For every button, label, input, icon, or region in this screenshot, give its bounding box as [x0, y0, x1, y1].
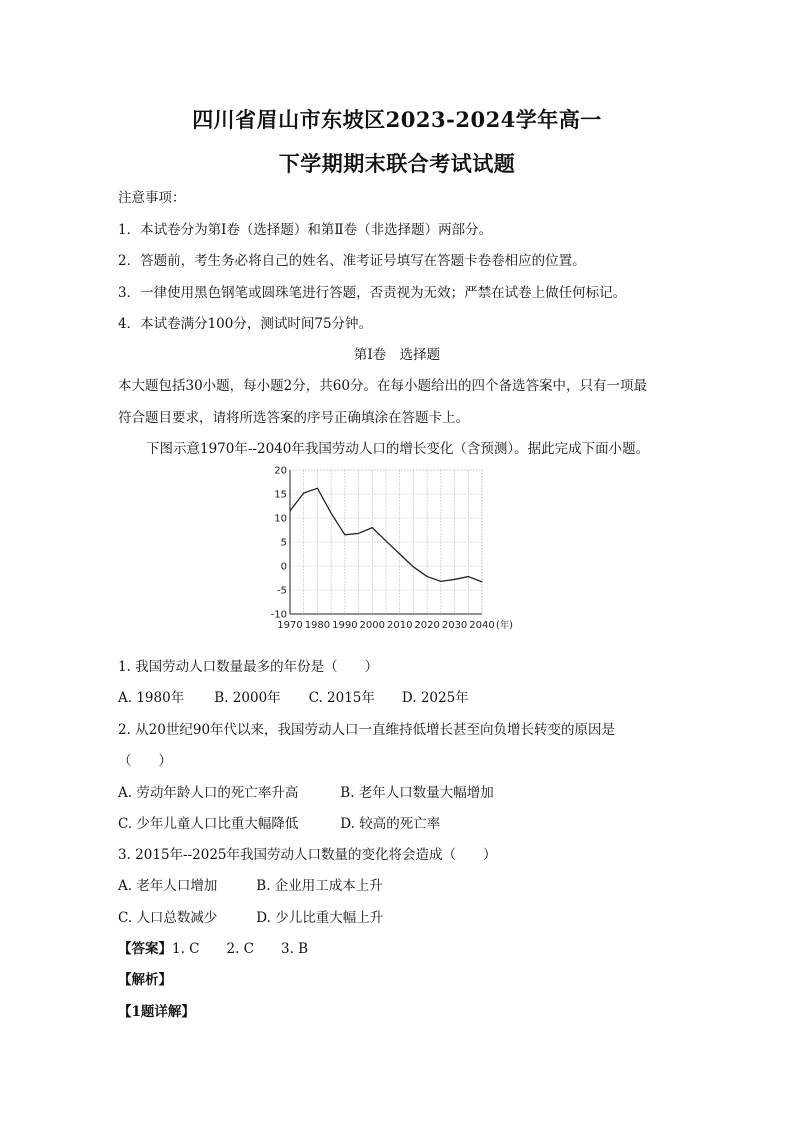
question-1-options [118, 686, 469, 706]
q3-option-a: A. 老年人口增加 [118, 878, 218, 894]
q1-option-b: B. 2000年 [214, 690, 281, 706]
q3-option-b: B. 企业用工成本上升 [256, 878, 383, 894]
analysis-label: 【解析】 [118, 972, 172, 988]
y-tick-label: 20 [274, 465, 287, 477]
instructions-line-1: 本大题包括30小题，每小题2分，共60分。在每小题给出的四个备选答案中，只有一项最 [118, 378, 647, 394]
x-tick-label: 2030 [441, 620, 468, 631]
instructions-line-2: 符合题目要求，请将所选答案的序号正确填涂在答题卡上。 [118, 410, 469, 426]
section-title: 第Ⅰ卷 选择题 [353, 347, 441, 363]
y-tick-label: 5 [280, 537, 287, 549]
q1-option-c: C. 2015年 [308, 690, 375, 706]
note-item-2: 2．答题前，考生务必将自己的姓名、准考证号填写在答题卡卷卷相应的位置。 [118, 253, 586, 269]
x-tick-label: 2020 [414, 620, 440, 631]
question-2-stem-cont: （ ） [118, 753, 172, 769]
x-tick-label: 2040 [469, 620, 495, 631]
q1-option-d: D. 2025年 [401, 690, 469, 706]
detail-label: 【1题详解】 [118, 1004, 195, 1020]
page-title-line1: 四川省眉山市东坡区2023-2024学年高一 [192, 107, 602, 132]
question-3-options-row2 [118, 906, 383, 926]
x-axis-label: (年) [496, 620, 513, 631]
chart-svg [262, 460, 522, 642]
q2-option-b: B. 老年人口数量大幅增加 [340, 785, 494, 801]
y-tick-label: -10 [270, 609, 287, 621]
page-title-line2: 下学期期末联合考试试题 [278, 151, 516, 176]
labor-growth-chart [262, 460, 522, 642]
answer-line [118, 937, 308, 957]
x-tick-label: 1980 [304, 620, 331, 631]
y-tick-label: 10 [274, 513, 287, 525]
y-tick-label: 15 [274, 489, 287, 501]
question-3-stem: 3. 2015年--2025年我国劳动人口数量的变化将会造成（ ） [118, 847, 497, 863]
answer-label: 【答案】 [118, 941, 172, 957]
question-3-options-row1 [118, 874, 383, 894]
q2-option-a: A. 劳动年龄人口的死亡率升高 [118, 785, 299, 801]
question-2-stem: 2. 从20世纪90年代以来，我国劳动人口一直维持低增长甚至向负增长转变的原因是 [118, 722, 616, 738]
notes-heading: 注意事项： [118, 190, 186, 206]
x-tick-label: 2010 [386, 620, 413, 631]
y-tick-label: 0 [280, 561, 287, 573]
x-tick-label: 1970 [277, 620, 303, 631]
note-item-1: 1．本试卷分为第Ⅰ卷（选择题）和第Ⅱ卷（非选择题）两部分。 [118, 222, 493, 238]
y-tick-label: -5 [277, 585, 287, 597]
q2-option-c: C. 少年儿童人口比重大幅降低 [118, 816, 299, 832]
q3-option-c: C. 人口总数减少 [118, 910, 218, 926]
x-tick-label: 1990 [332, 620, 358, 631]
note-item-3: 3．一律使用黑色钢笔或圆珠笔进行答题，否责视为无效；严禁在试卷上做任何标记。 [118, 285, 627, 301]
q3-option-d: D. 少儿比重大幅上升 [256, 910, 384, 926]
answer-text: 1. C 2. C 3. B [172, 941, 309, 957]
question-2-options-row1 [118, 781, 494, 801]
chart-intro: 下图示意1970年--2040年我国劳动人口的增长变化（含预测）。据此完成下面小题。 [146, 441, 650, 457]
q1-option-a: A. 1980年 [118, 690, 185, 706]
question-2-options-row2 [118, 812, 440, 832]
x-tick-label: 2000 [359, 620, 386, 631]
series-line [290, 488, 482, 582]
question-1-stem: 1. 我国劳动人口数量最多的年份是（ ） [118, 659, 379, 675]
q2-option-d: D. 较高的死亡率 [340, 816, 441, 832]
note-item-4: 4．本试卷满分100分，测试时间75分钟。 [118, 316, 373, 332]
